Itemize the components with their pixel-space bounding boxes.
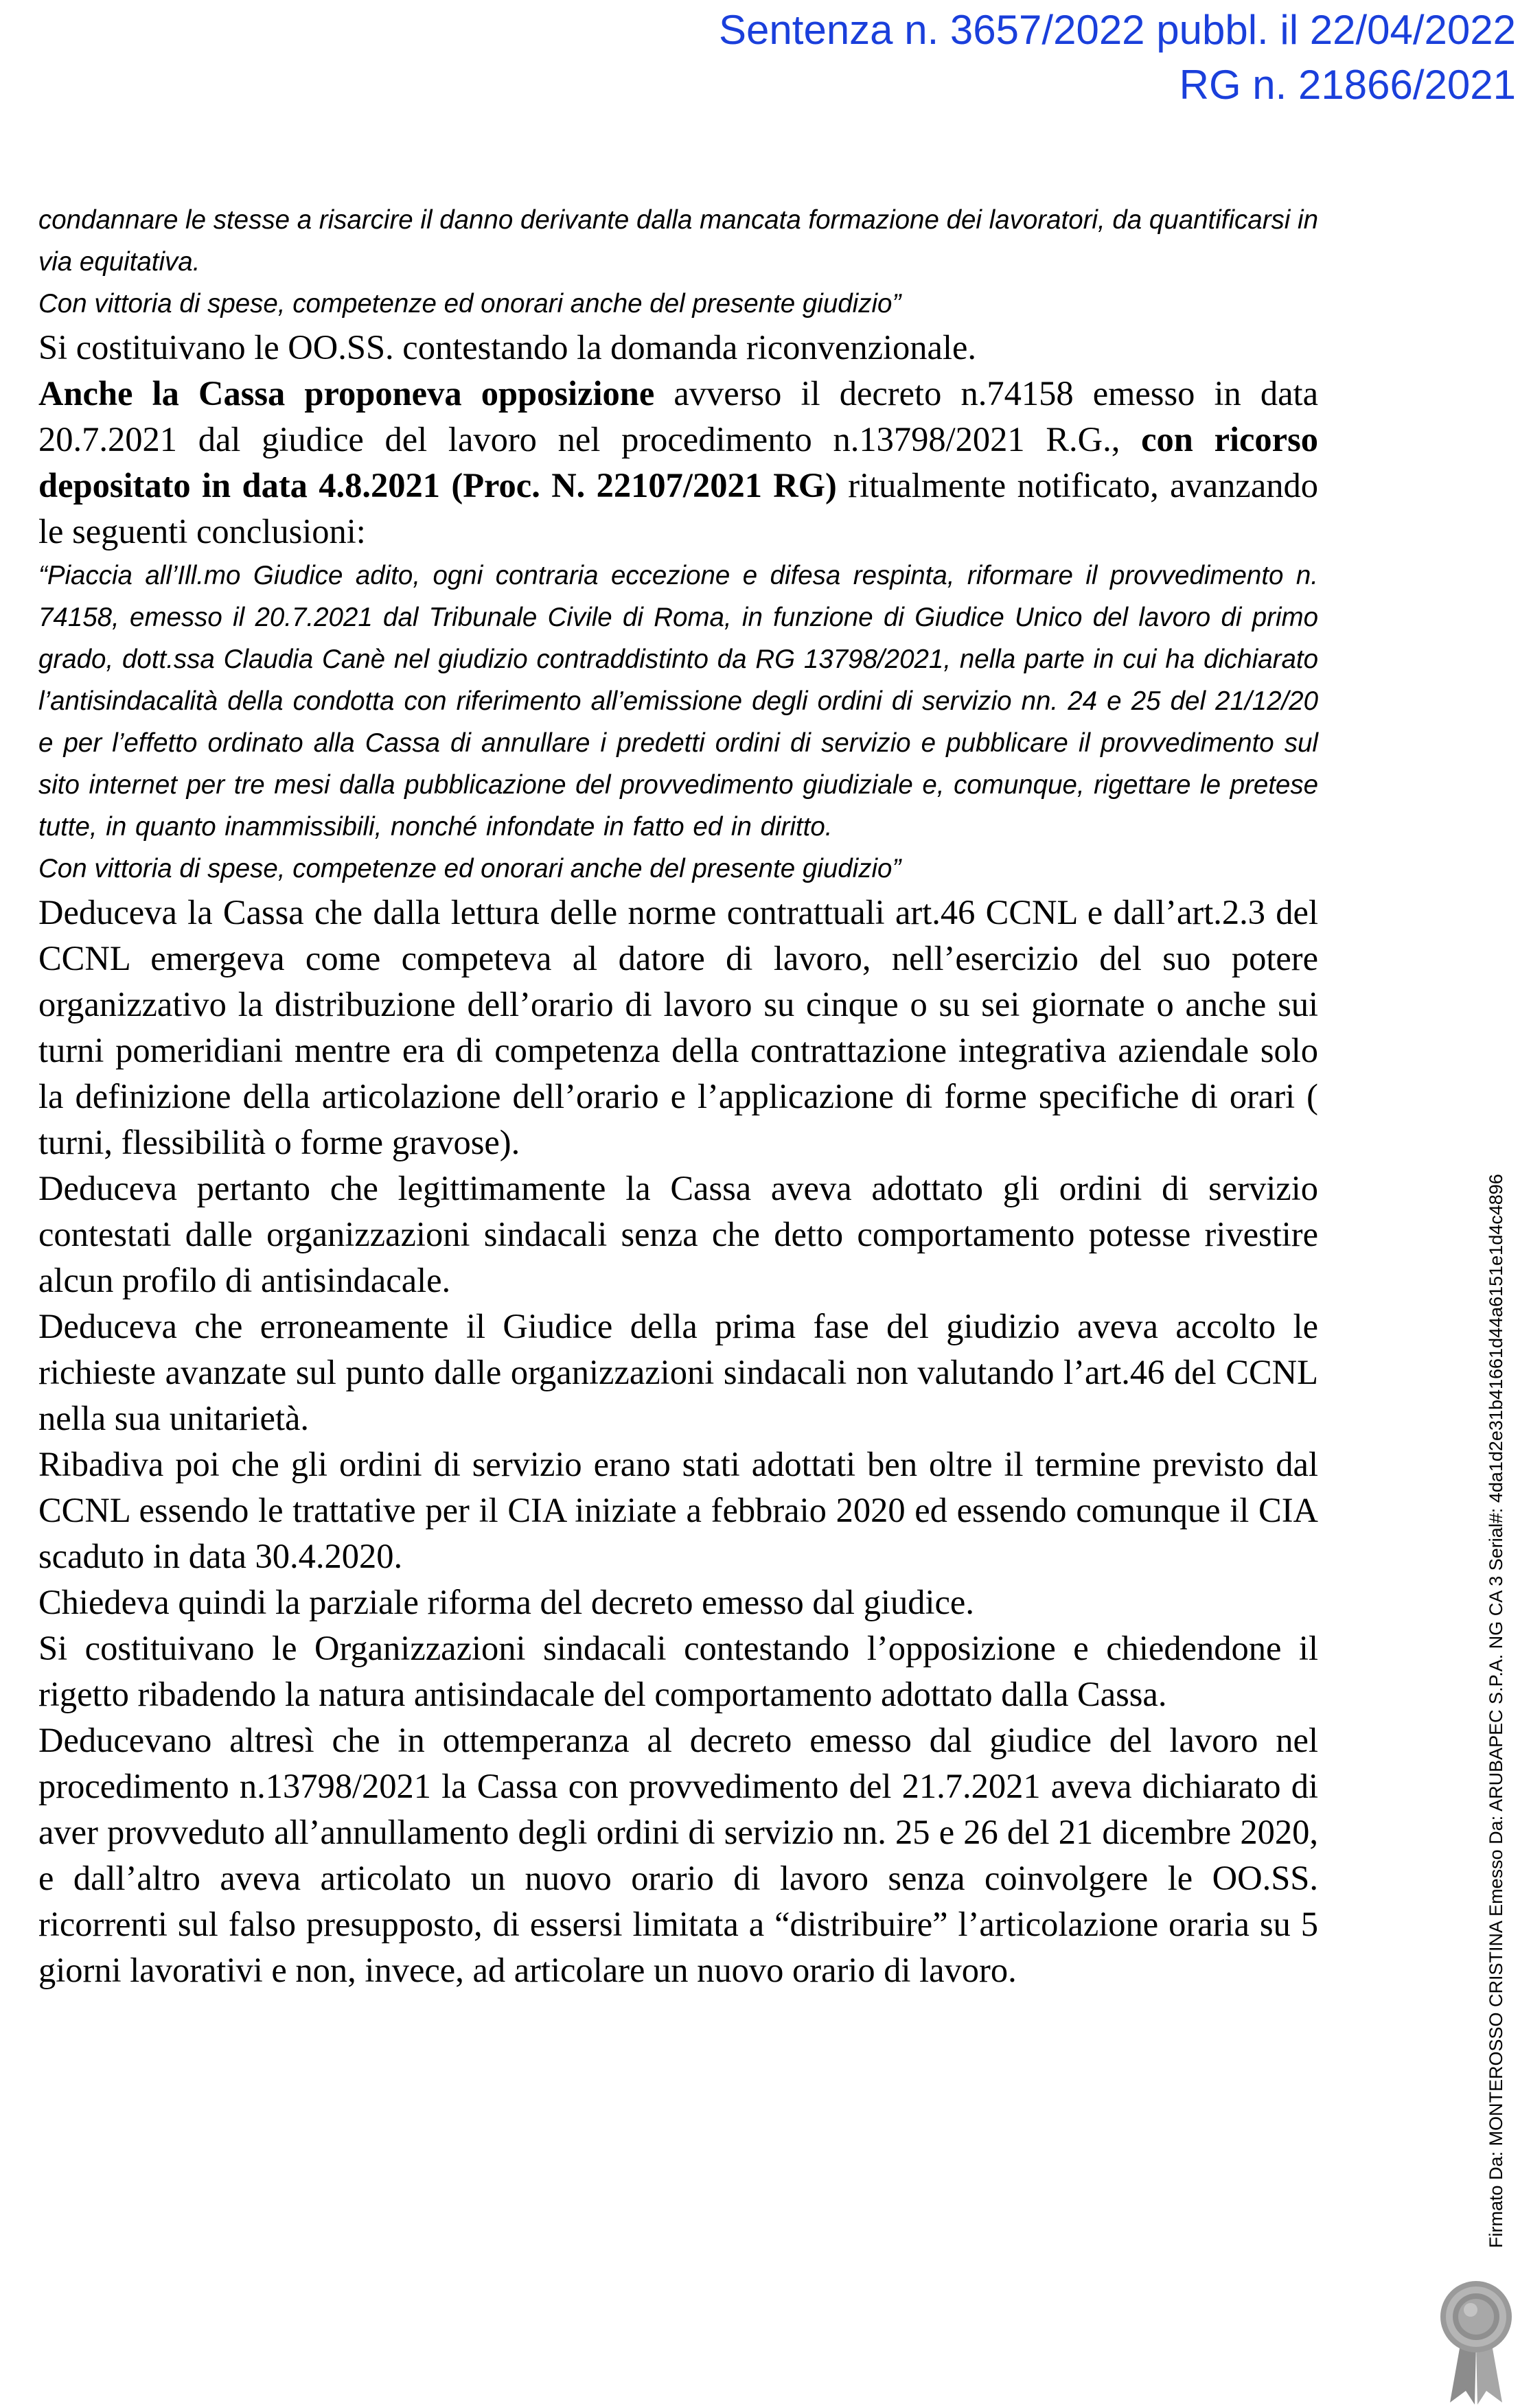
sentence-number: Sentenza n. 3657/2022 pubbl. il 22/04/2022 — [719, 7, 1516, 53]
document-body — [38, 199, 1318, 1993]
seal-icon — [1435, 2276, 1517, 2406]
opposition-text-b: ritualmente notificato, avanzando le seguenti conclusioni: — [38, 466, 1318, 551]
paragraph-unions-compliance: Deducevano altresì che in ottemperanza al decreto emesso dal giudice del lavoro nel procedimento n.13798/2021 la Cassa con provvedimento del 21.7.2021 aveva dichiarato di aver provveduto all’annullamento degli ordini di servizio nn. 25 e 26 del 21 dicembre 2020, e dall’altro aveva articolato un nuovo orario di lavoro senza coinvolgere le OO.SS. ricorrenti sul falso presupposto, di essersi limitata a “distribuire” l’articolazione oraria su 5 giorni lavorativi e non, invece, ad articolare un nuovo orario di lavoro. — [38, 1721, 1318, 1989]
rg-number: RG n. 21866/2021 — [1179, 62, 1516, 108]
paragraph-costs-1: Con vittoria di spese, competenze ed onorari anche del presente giudizio” — [38, 289, 901, 319]
paragraph-partial-reform: Chiedeva quindi la parziale riforma del decreto emesso dal giudice. — [38, 1583, 974, 1621]
document-header — [719, 3, 1516, 113]
paragraph-unions-contest: Si costituivano le Organizzazioni sindacali contestando l’opposizione e chiedendone il rigetto ribadendo la natura antisindacale del comportamento adottato dalla Cassa. — [38, 1629, 1318, 1713]
opposition-text-a: avverso il decreto n.74158 emesso in data 20.7.2021 dal giudice del lavoro nel procedimento n.13798/2021 R.G., — [38, 374, 1318, 459]
paragraph-unions-constituted: Si costituivano le OO.SS. contestando la domanda riconvenzionale. — [38, 328, 977, 367]
bold-appeal-filed: con ricorso depositato in data 4.8.2021 (Proc. N. 22107/2021 RG) — [38, 420, 1318, 505]
digital-signature-strip: Firmato Da: MONTEROSSO CRISTINA Emesso Da: ARUBAPEC S.P.A. NG CA 3 Serial#: 4da1d2e31b41661d44a6151e1d4c4896 — [1486, 1174, 1506, 2248]
paragraph-judge-error: Deduceva che erroneamente il Giudice della prima fase del giudizio aveva accolto le richieste avanzate sul punto dalle organizzazioni sindacali non valutando l’art.46 del CCNL nella sua unitarietà. — [38, 1307, 1318, 1437]
paragraph-quote-end: condannare le stesse a risarcire il danno derivante dalla mancata formazione dei lavoratori, da quantificarsi in via equitativa. — [38, 205, 1318, 277]
paragraph-cassa-opposition — [38, 371, 1318, 555]
bold-opposition: Anche la Cassa proponeva opposizione — [38, 374, 655, 413]
paragraph-cassa-argument: Deduceva la Cassa che dalla lettura delle norme contrattuali art.46 CCNL e dall’art.2.3 del CCNL emergeva come competeva al datore di lavoro, nell’esercizio del suo potere organizzativo la distribuzione dell’orario di lavoro su cinque o su sei giornate o anche sui turni pomeridiani mentre era di competenza della contrattazione integrativa aziendale solo la definizione della articolazione dell’orario e l’applicazione di forme specifiche di orari ( turni, flessibilità o forme gravose). — [38, 893, 1318, 1161]
paragraph-legitimate-orders: Deduceva pertanto che legittimamente la Cassa aveva adottato gli ordini di servizio contestati dalle organizzazioni sindacali senza che detto comportamento potesse rivestire alcun profilo di antisindacale. — [38, 1169, 1318, 1299]
paragraph-term-exceeded: Ribadiva poi che gli ordini di servizio erano stati adottati ben oltre il termine previsto dal CCNL essendo le trattative per il CIA iniziate a febbraio 2020 ed essendo comunque il CIA scaduto in data 30.4.2020. — [38, 1445, 1318, 1575]
paragraph-costs-2: Con vittoria di spese, competenze ed onorari anche del presente giudizio” — [38, 854, 901, 883]
paragraph-conclusions-quote: “Piaccia all’Ill.mo Giudice adito, ogni contraria eccezione e difesa respinta, riformare il provvedimento n. 74158, emesso il 20.7.2021 dal Tribunale Civile di Roma, in funzione di Giudice Unico del lavoro di primo grado, dott.ssa Claudia Canè nel giudizio contraddistinto da RG 13798/2021, nella parte in cui ha dichiarato l’antisindacalità della condotta con riferimento all’emissione degli ordini di servizio nn. 24 e 25 del 21/12/20 e per l’effetto ordinato alla Cassa di annullare i predetti ordini di servizio e pubblicare il provvedimento sul sito internet per tre mesi dalla pubblicazione del provvedimento giudiziale e, comunque, rigettare le pretese tutte, in quanto inammissibili, nonché infondate in fatto ed in diritto. — [38, 561, 1318, 842]
